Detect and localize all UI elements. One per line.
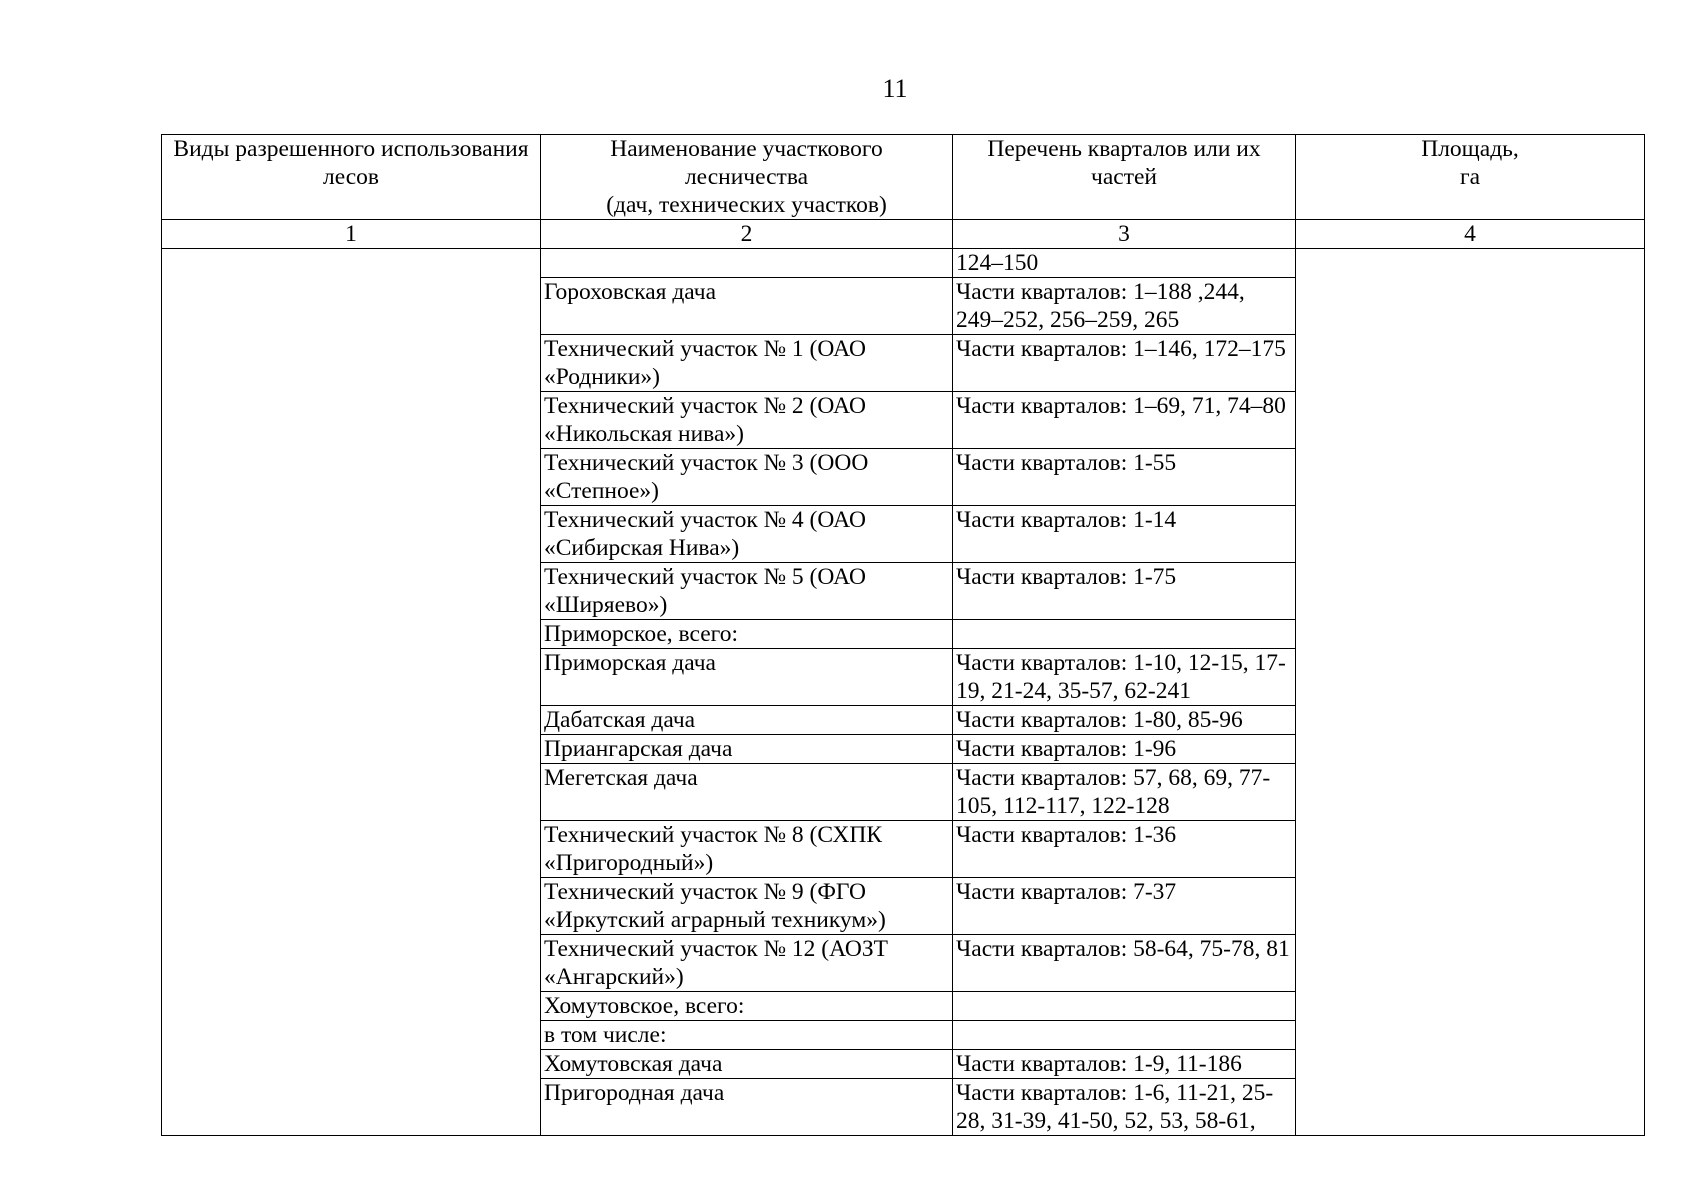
quarters-cell [953, 620, 1296, 649]
quarters-cell: Части кварталов: 57, 68, 69, 77-105, 112-117, 122-128 [953, 764, 1296, 821]
forestry-name-cell: Пригородная дача [541, 1079, 953, 1136]
forestry-name-cell: Мегетская дача [541, 764, 953, 821]
page-number: 11 [882, 74, 908, 103]
forestry-name-cell: Технический участок № 2 (ОАО «Никольская нива») [541, 392, 953, 449]
quarters-cell: Части кварталов: 1-96 [953, 735, 1296, 764]
header-allowed-use: Виды разрешенного использования лесов [162, 135, 541, 220]
forestry-name-cell: Технический участок № 12 (АОЗТ «Ангарский») [541, 935, 953, 992]
forestry-name-cell [541, 249, 953, 278]
quarters-cell: Части кварталов: 1-9, 11-186 [953, 1050, 1296, 1079]
forestry-name-cell: Технический участок № 5 (ОАО «Ширяево») [541, 563, 953, 620]
quarters-cell: Части кварталов: 1-80, 85-96 [953, 706, 1296, 735]
quarters-cell: Части кварталов: 1-6, 11-21, 25-28, 31-39, 41-50, 52, 53, 58-61, [953, 1079, 1296, 1136]
column-number: 4 [1296, 220, 1645, 249]
forestry-name-cell: Технический участок № 8 (СХПК «Пригородный») [541, 821, 953, 878]
forestry-name-cell: Гороховская дача [541, 278, 953, 335]
column-number: 3 [953, 220, 1296, 249]
quarters-cell: Части кварталов: 1–146, 172–175 [953, 335, 1296, 392]
quarters-cell: Части кварталов: 7-37 [953, 878, 1296, 935]
header-quarters-list: Перечень кварталов или их частей [953, 135, 1296, 220]
quarters-cell: Части кварталов: 1-10, 12-15, 17-19, 21-24, 35-57, 62-241 [953, 649, 1296, 706]
header-forestry-name: Наименование участкового лесничества (дач, технических участков) [541, 135, 953, 220]
forestry-name-cell: Приморская дача [541, 649, 953, 706]
quarters-cell: Части кварталов: 58-64, 75-78, 81 [953, 935, 1296, 992]
forestry-name-cell: Хомутовское, всего: [541, 992, 953, 1021]
quarters-cell [953, 1021, 1296, 1050]
quarters-cell: Части кварталов: 1-14 [953, 506, 1296, 563]
forestry-name-cell: Технический участок № 4 (ОАО «Сибирская Нива») [541, 506, 953, 563]
quarters-cell: Части кварталов: 1-36 [953, 821, 1296, 878]
forestry-name-cell: Хомутовская дача [541, 1050, 953, 1079]
column-number: 2 [541, 220, 953, 249]
quarters-cell: Части кварталов: 1-75 [953, 563, 1296, 620]
header-area: Площадь, га [1296, 135, 1645, 220]
column-number-row [162, 220, 1645, 249]
header-row [162, 135, 1645, 220]
forestry-name-cell: Технический участок № 1 (ОАО «Родники») [541, 335, 953, 392]
quarters-cell: 124–150 [953, 249, 1296, 278]
quarters-cell [953, 992, 1296, 1021]
forestry-name-cell: Технический участок № 9 (ФГО «Иркутский аграрный техникум») [541, 878, 953, 935]
forestry-name-cell: Технический участок № 3 (ООО «Степное») [541, 449, 953, 506]
area-cell [1296, 249, 1645, 1136]
quarters-cell: Части кварталов: 1–69, 71, 74–80 [953, 392, 1296, 449]
forestry-name-cell: Приангарская дача [541, 735, 953, 764]
forestry-name-cell: в том числе: [541, 1021, 953, 1050]
table-row [162, 249, 1645, 278]
forestry-name-cell: Приморское, всего: [541, 620, 953, 649]
forest-use-table [161, 134, 1645, 1136]
quarters-cell: Части кварталов: 1-55 [953, 449, 1296, 506]
allowed-use-cell [162, 249, 541, 1136]
forestry-name-cell: Дабатская дача [541, 706, 953, 735]
column-number: 1 [162, 220, 541, 249]
quarters-cell: Части кварталов: 1–188 ,244, 249–252, 256–259, 265 [953, 278, 1296, 335]
